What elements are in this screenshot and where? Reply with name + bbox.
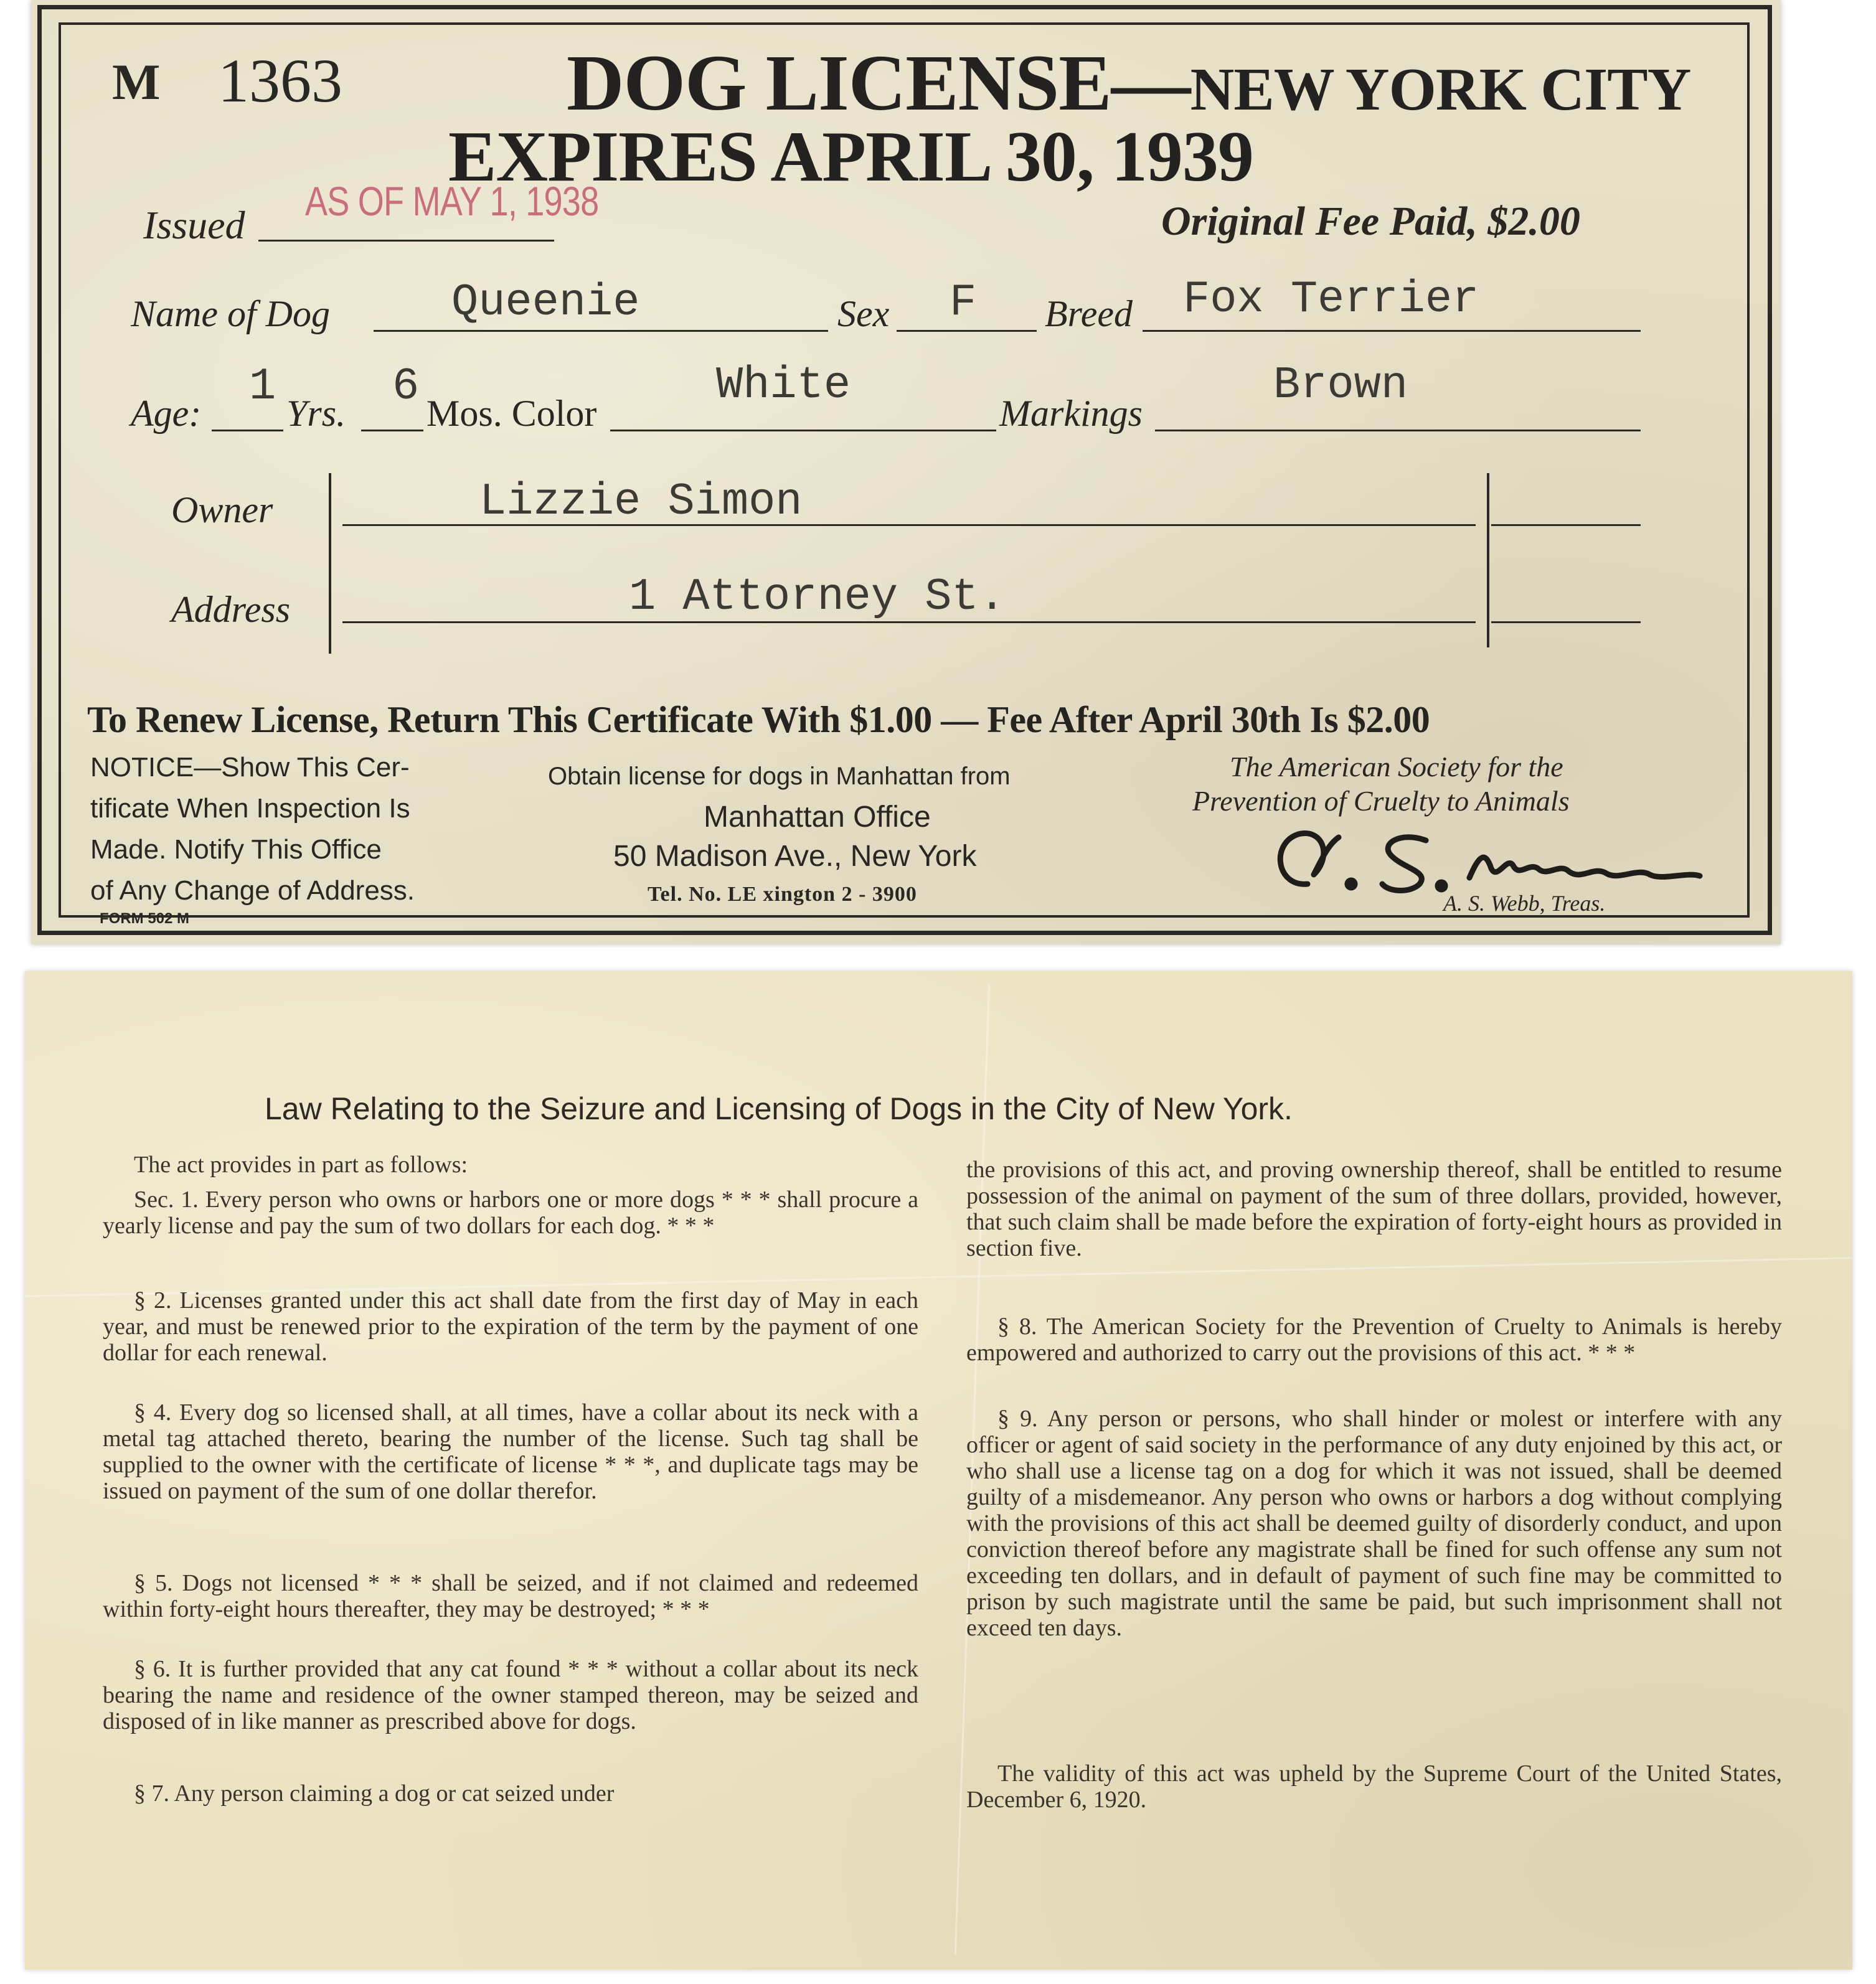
breed-line: [1143, 330, 1641, 332]
notice-line-2: tificate When Inspection Is: [90, 793, 410, 824]
office-name: Manhattan Office: [704, 801, 931, 834]
dog-name-value: Queenie: [451, 277, 640, 328]
notice-text: [90, 747, 415, 911]
color-value: White: [716, 360, 851, 411]
months-line: [361, 430, 423, 431]
law-section-1: Sec. 1. Every person who owns or harbors one or more dogs * * * shall procure a yearly license and pay the sum of two dollars for each dog. * * *: [103, 1187, 918, 1239]
original-fee-paid: Original Fee Paid, $2.00: [1161, 199, 1580, 244]
owner-label: Owner: [171, 489, 273, 530]
title-dog-license: DOG LICENSE—NEW YORK CITY: [567, 39, 1691, 127]
office-phone: Tel. No. LE xington 2 - 3900: [648, 883, 917, 906]
age-months-value: 6: [392, 361, 420, 412]
law-title: Law Relating to the Seizure and Licensing of Dogs in the City of New York.: [265, 1091, 1293, 1126]
law-intro: The act provides in part as follows:: [134, 1152, 468, 1178]
address-label: Address: [171, 589, 291, 630]
society-line-2: Prevention of Cruelty to Animals: [1192, 785, 1570, 817]
years-label: Yrs.: [286, 393, 346, 434]
law-section-4: § 4. Every dog so licensed shall, at all times, have a collar about its neck with a metal tag attached thereto, bearing the number of the license. Such tag shall be supplied to the owner with the certificate of license * * *, and duplicate tags may be issued on payment of the sum of one dollar therefor.: [103, 1399, 918, 1504]
law-section-6: § 6. It is further provided that any cat found * * * without a collar about its neck bearing the name and residence of the owner stamped thereon, may be seized and disposed of in like manner as prescribed above for dogs.: [103, 1656, 918, 1734]
breed-label: Breed: [1045, 293, 1133, 334]
notice-line-3: Made. Notify This Office: [90, 834, 382, 865]
issued-label: Issued: [143, 203, 245, 247]
law-section-9: § 9. Any person or persons, who shall hinder or molest or interfere with any officer or agent of said society in the performance of any duty enjoined by this act, or who shall use a license tag on a dog for which it was not issued, shall be deemed guilty of a misdemeanor. Any person who owns or harbors a dog without complying with the provisions of this act shall be deemed guilty of disorderly conduct, and upon conviction thereof before any magistrate shall be fined for such offense any sum not exceeding ten dollars, and in default of payment of such fine may be committed to prison by such magistrate until the same be paid, but such imprisonment shall not exceed ten days.: [966, 1406, 1782, 1641]
society-line-1: The American Society for the: [1230, 751, 1563, 783]
law-section-7-cont: the provisions of this act, and proving ownership thereof, shall be entitled to resume possession of the animal on payment of the sum of three dollars, provided, however, that such claim shall be made before the expiration of forty-eight hours as provided in section five.: [966, 1157, 1782, 1261]
age-label: Age:: [131, 393, 202, 434]
owner-line-extension: [1491, 524, 1641, 526]
issued-date-stamp: AS OF MAY 1, 1938: [305, 178, 599, 224]
license-number: 1363: [218, 46, 342, 115]
months-label: Mos.: [427, 393, 502, 434]
age-months-color-label: [427, 392, 596, 435]
obtain-license-text: Obtain license for dogs in Manhattan from: [548, 763, 1011, 790]
breed-value: Fox Terrier: [1183, 274, 1479, 325]
age-years-value: 1: [249, 361, 276, 412]
owner-value: Lizzie Simon: [479, 476, 803, 527]
law-section-2: § 2. Licenses granted under this act shall date from the first day of May in each year, and must be renewed prior to the expiration of the term by the payment of one dollar for each renewal.: [103, 1287, 918, 1366]
markings-label: Markings: [999, 393, 1143, 434]
renew-instructions: To Renew License, Return This Certificate With $1.00 — Fee After April 30th Is $2.00: [87, 699, 1430, 740]
form-number: FORM 502 M: [100, 910, 190, 927]
owner-block-left-rule: [329, 473, 331, 654]
office-address: 50 Madison Ave., New York: [613, 840, 977, 873]
dog-name-line: [374, 330, 828, 332]
sex-label: Sex: [837, 293, 890, 334]
address-value: 1 Attorney St.: [629, 571, 1006, 623]
issued-underline: [258, 240, 554, 242]
notice-line-1: NOTICE—Show This Cer-: [90, 752, 410, 783]
license-letter: M: [112, 54, 161, 110]
color-line: [610, 430, 996, 431]
color-label: Color: [511, 393, 597, 434]
dog-name-label: Name of Dog: [131, 293, 330, 334]
law-section-8: § 8. The American Society for the Prevention of Cruelty to Animals is hereby empowered and authorized to carry out the provisions of this act. * * *: [966, 1314, 1782, 1366]
sex-line: [897, 330, 1037, 332]
sex-value: F: [950, 277, 977, 328]
years-line: [212, 430, 283, 431]
law-section-7-start: § 7. Any person claiming a dog or cat seized under: [134, 1780, 615, 1807]
expires-date: EXPIRES APRIL 30, 1939: [448, 117, 1253, 197]
owner-block-right-rule: [1487, 473, 1489, 647]
markings-value: Brown: [1273, 360, 1408, 411]
notice-line-4: of Any Change of Address.: [90, 875, 415, 906]
address-line-extension: [1491, 621, 1641, 623]
markings-line: [1155, 430, 1641, 431]
law-validity-note: The validity of this act was upheld by the Supreme Court of the United States, December 6, 1920.: [966, 1761, 1782, 1813]
law-section-5: § 5. Dogs not licensed * * * shall be seized, and if not claimed and redeemed within forty-eight hours thereafter, they may be destroyed; * * *: [103, 1570, 918, 1622]
treasurer-name: A. S. Webb, Treas.: [1443, 891, 1606, 916]
